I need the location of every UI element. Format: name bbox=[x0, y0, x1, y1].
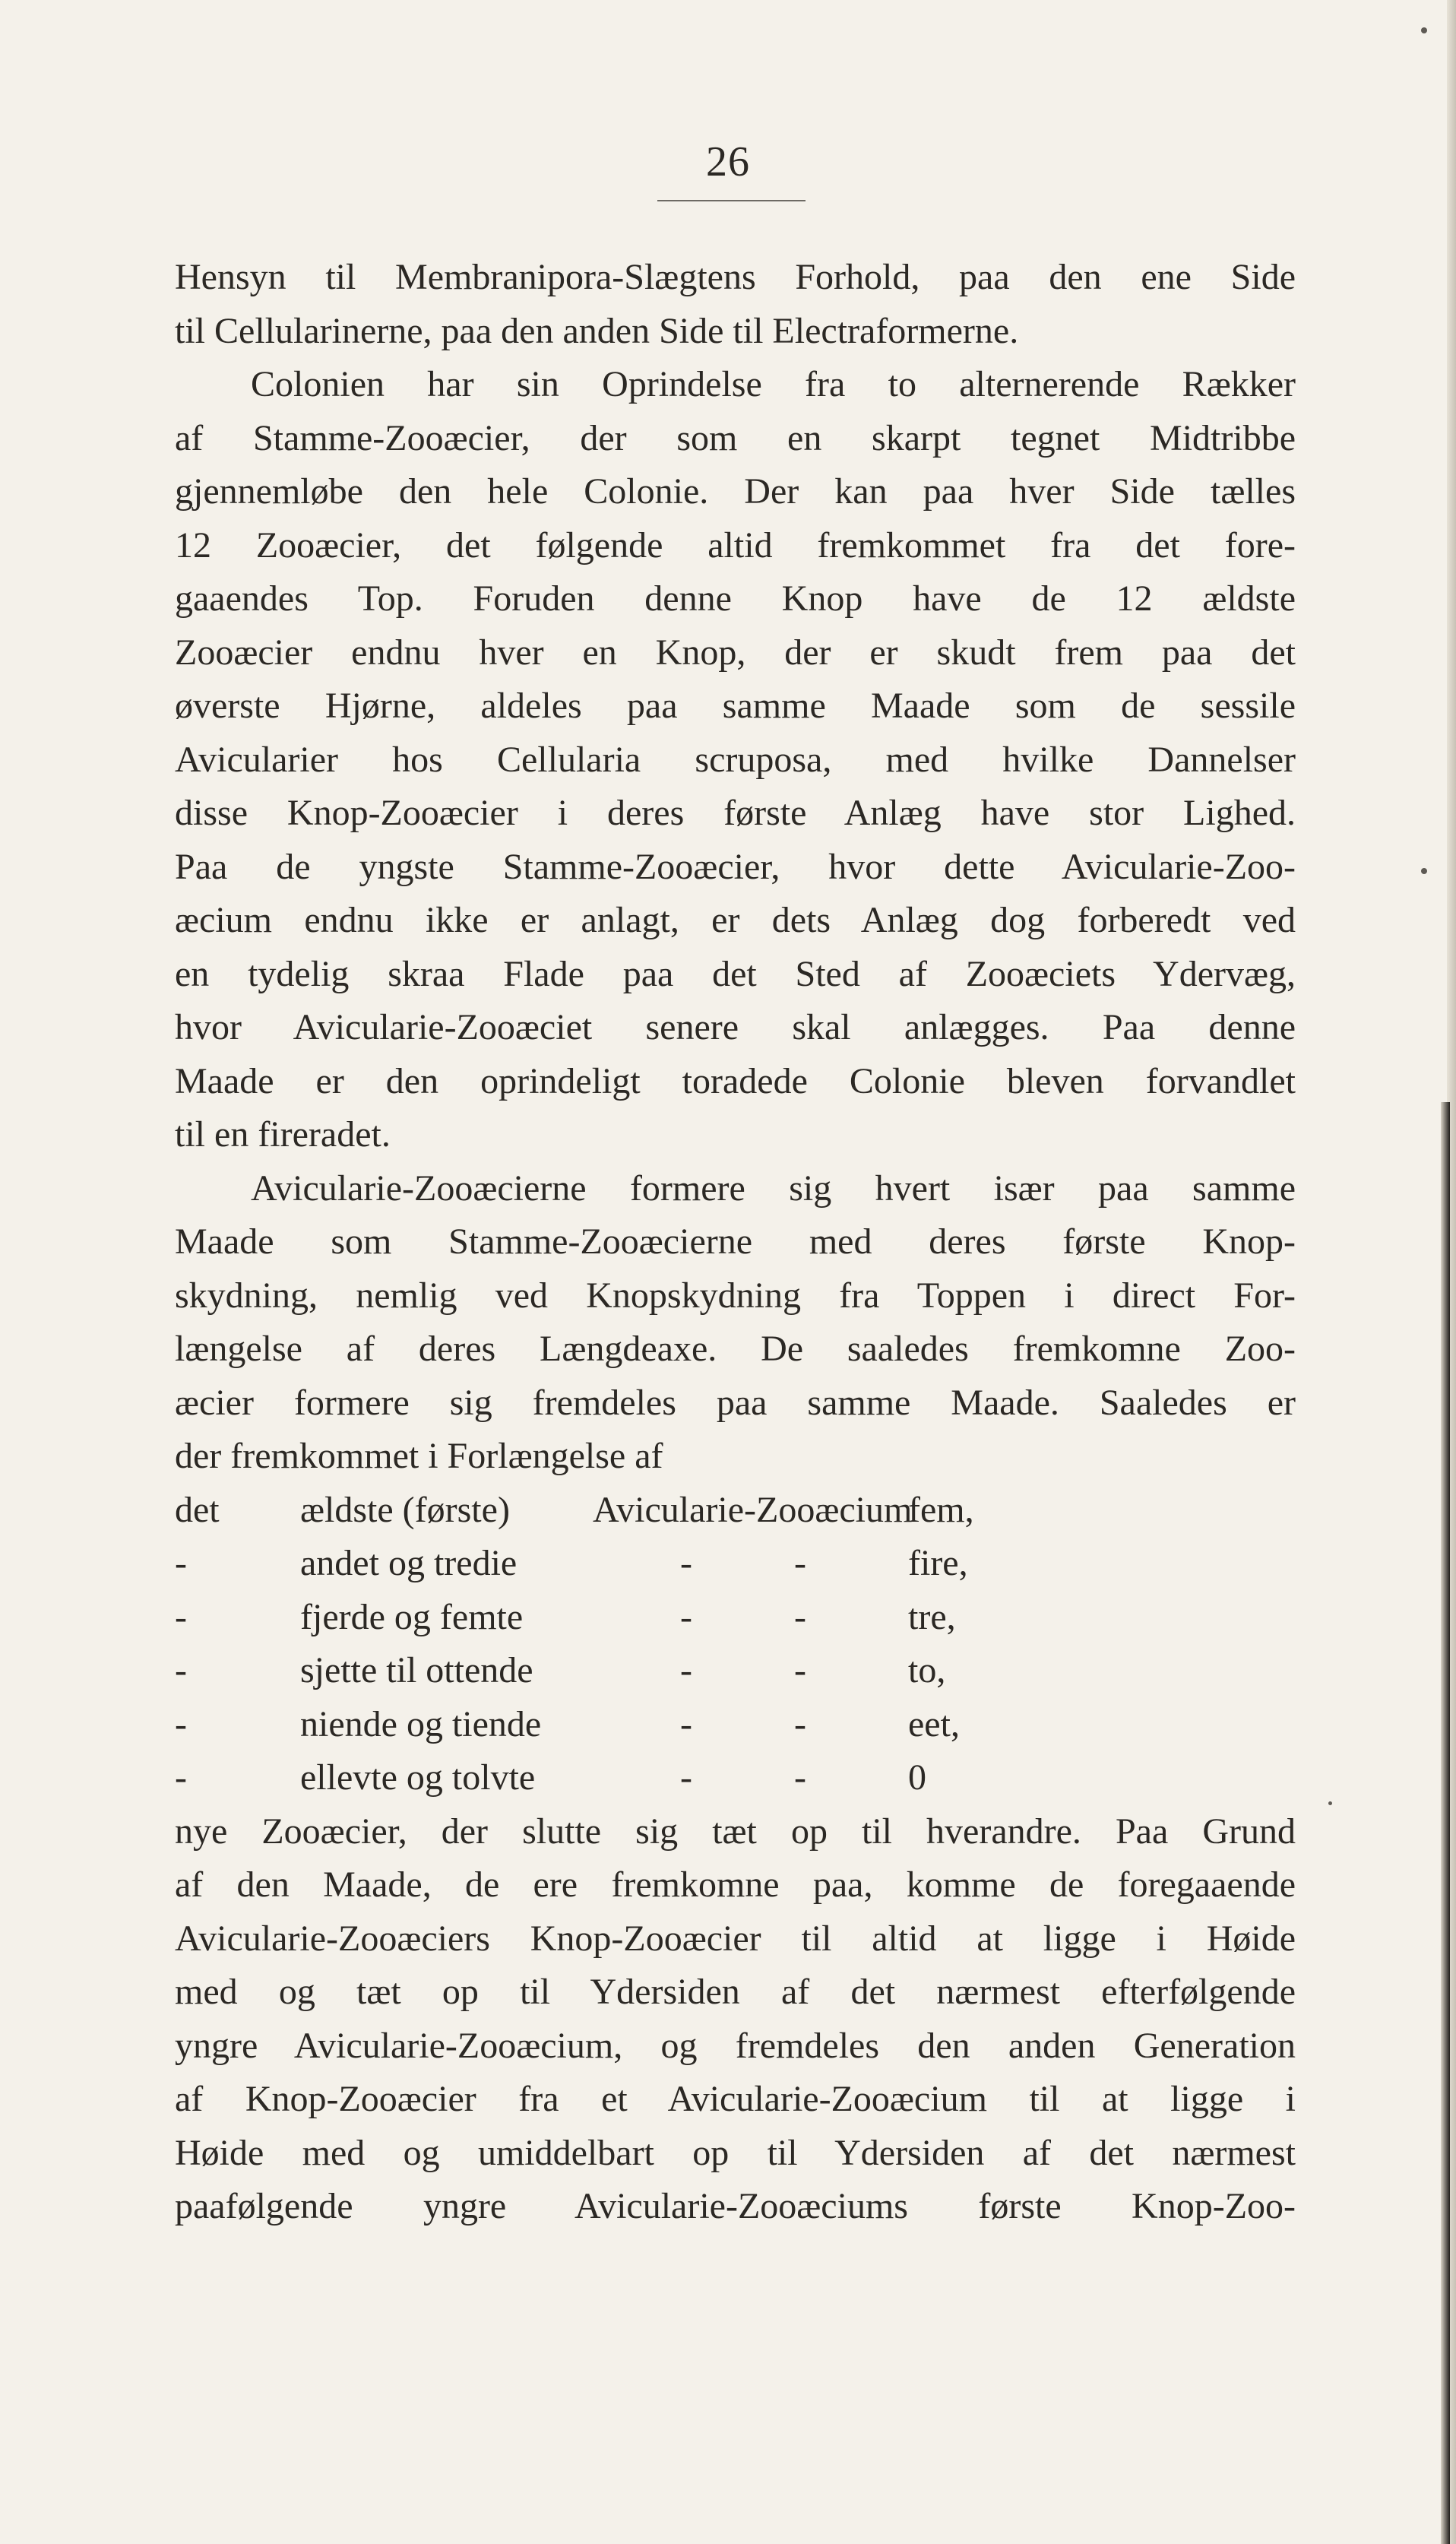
list-cell-b: fjerde og femte bbox=[300, 1596, 524, 1637]
list-cell-e: - bbox=[794, 1650, 806, 1690]
text-line: Høide med og umiddelbart op til Ydersiden af det nærmest bbox=[175, 2132, 1296, 2173]
list-cell-a: det bbox=[175, 1489, 220, 1530]
text-line: Colonien har sin Oprindelse fra to alternerende Rækker bbox=[251, 364, 1296, 404]
text-line: en tydelig skraa Flade paa det Sted af Zooæciets Ydervæg, bbox=[175, 953, 1296, 994]
list-cell-f: to, bbox=[908, 1650, 946, 1690]
text-line: yngre Avicularie-Zooæcium, og fremdeles den anden Generation bbox=[175, 2025, 1296, 2066]
list-row bbox=[175, 1751, 1296, 1805]
paper-speck bbox=[1421, 868, 1427, 874]
text-line: der fremkommet i Forlængelse af bbox=[175, 1436, 663, 1476]
list-cell-a: - bbox=[175, 1703, 187, 1744]
text-line: Avicularier hos Cellularia scruposa, med hvilke Dannelser bbox=[175, 739, 1296, 780]
text-line: 12 Zooæcier, det følgende altid fremkommet fra det fore- bbox=[175, 524, 1296, 566]
list-cell-a: - bbox=[175, 1650, 187, 1690]
binding-shadow bbox=[1441, 1102, 1450, 2544]
list-cell-e: - bbox=[794, 1596, 806, 1637]
list-cell-d: - bbox=[680, 1596, 692, 1637]
text-line: øverste Hjørne, aldeles paa samme Maade som de sessile bbox=[175, 686, 1296, 726]
text-line: æcium endnu ikke er anlagt, er dets Anlæg dog forberedt ved bbox=[175, 900, 1296, 940]
text-line: Avicularie-Zooæcierne formere sig hvert især paa samme bbox=[251, 1167, 1296, 1209]
list-cell-f: fire, bbox=[908, 1543, 968, 1583]
list-cell-c bbox=[593, 1644, 680, 1698]
list-cell-d: - bbox=[680, 1757, 692, 1798]
list-cell-e: - bbox=[794, 1703, 806, 1744]
text-line: til Cellularinerne, paa den anden Side til Electraformerne. bbox=[175, 310, 1019, 351]
list-cell-a: - bbox=[175, 1543, 187, 1583]
paper-speck bbox=[1328, 1801, 1332, 1805]
text-line: disse Knop-Zooæcier i deres første Anlæg have stor Lighed. bbox=[175, 793, 1296, 833]
text-line: længelse af deres Længdeaxe. De saaledes fremkomne Zoo- bbox=[175, 1329, 1296, 1369]
list-cell-f: fem, bbox=[908, 1489, 974, 1530]
text-line: Maade som Stamme-Zooæcierne med deres første Knop- bbox=[175, 1221, 1296, 1262]
body-text bbox=[175, 251, 1296, 2234]
list-cell-e: - bbox=[794, 1757, 806, 1798]
page-number-rule bbox=[657, 200, 806, 201]
list-cell-f: eet, bbox=[908, 1703, 960, 1744]
list-cell-b: andet og tredie bbox=[300, 1543, 518, 1583]
list-cell-a: - bbox=[175, 1596, 187, 1637]
list-cell-d: - bbox=[680, 1543, 692, 1583]
text-line: paafølgende yngre Avicularie-Zooæciums første Knop-Zoo- bbox=[175, 2186, 1296, 2226]
list-cell-c bbox=[593, 1751, 680, 1805]
list-cell-c: Avicularie-Zooæcium bbox=[593, 1489, 913, 1530]
list-cell-b: ældste (første) bbox=[300, 1489, 510, 1530]
list-cell-a: - bbox=[175, 1757, 187, 1798]
zooecium-list bbox=[175, 1484, 1296, 1805]
list-cell-c bbox=[593, 1698, 680, 1752]
text-line: med og tæt op til Ydersiden af det nærmest efterfølgende bbox=[175, 1972, 1296, 2012]
list-cell-b: ellevte og tolvte bbox=[300, 1757, 536, 1798]
page-number: 26 bbox=[706, 138, 750, 185]
text-line: til en fireradet. bbox=[175, 1114, 391, 1155]
list-row bbox=[175, 1484, 1296, 1538]
list-row bbox=[175, 1591, 1296, 1645]
text-line: hvor Avicularie-Zooæciet senere skal anlægges. Paa denne bbox=[175, 1007, 1296, 1047]
list-row bbox=[175, 1537, 1296, 1591]
text-line: Maade er den oprindeligt toradede Colonie bleven forvandlet bbox=[175, 1060, 1296, 1101]
paragraph-block-before-list bbox=[175, 251, 1296, 1484]
list-row bbox=[175, 1644, 1296, 1698]
text-line: af Knop-Zooæcier fra et Avicularie-Zooæcium til at ligge i bbox=[175, 2079, 1296, 2119]
list-row bbox=[175, 1698, 1296, 1752]
list-cell-f: tre, bbox=[908, 1596, 956, 1637]
text-line: skydning, nemlig ved Knopskydning fra Toppen i direct For- bbox=[175, 1275, 1296, 1316]
list-cell-e: - bbox=[794, 1543, 806, 1583]
list-cell-d: - bbox=[680, 1650, 692, 1690]
text-line: Hensyn til Membranipora-Slægtens Forhold, paa den ene Side bbox=[175, 257, 1296, 297]
text-line: nye Zooæcier, der slutte sig tæt op til hverandre. Paa Grund bbox=[175, 1811, 1296, 1852]
list-cell-c bbox=[593, 1591, 680, 1645]
text-line: gjennemløbe den hele Colonie. Der kan paa hver Side tælles bbox=[175, 471, 1296, 512]
list-cell-b: niende og tiende bbox=[300, 1703, 542, 1744]
text-line: Avicularie-Zooæciers Knop-Zooæcier til altid at ligge i Høide bbox=[175, 1918, 1296, 1959]
list-cell-b: sjette til ottende bbox=[300, 1650, 533, 1690]
list-cell-c bbox=[593, 1537, 680, 1591]
text-line: Paa de yngste Stamme-Zooæcier, hvor dette Avicularie-Zoo- bbox=[175, 846, 1296, 887]
list-cell-f: 0 bbox=[908, 1757, 926, 1798]
paper-speck bbox=[1421, 27, 1427, 33]
text-line: gaaendes Top. Foruden denne Knop have de 12 ældste bbox=[175, 578, 1296, 619]
paragraph-block-after-list bbox=[175, 1805, 1296, 2234]
list-cell-d: - bbox=[680, 1703, 692, 1744]
text-line: æcier formere sig fremdeles paa samme Maade. Saaledes er bbox=[175, 1382, 1296, 1423]
text-line: Zooæcier endnu hver en Knop, der er skudt frem paa det bbox=[175, 632, 1296, 673]
text-line: af Stamme-Zooæcier, der som en skarpt tegnet Midtribbe bbox=[175, 417, 1296, 458]
text-line: af den Maade, de ere fremkomne paa, komme de foregaaende bbox=[175, 1864, 1296, 1905]
